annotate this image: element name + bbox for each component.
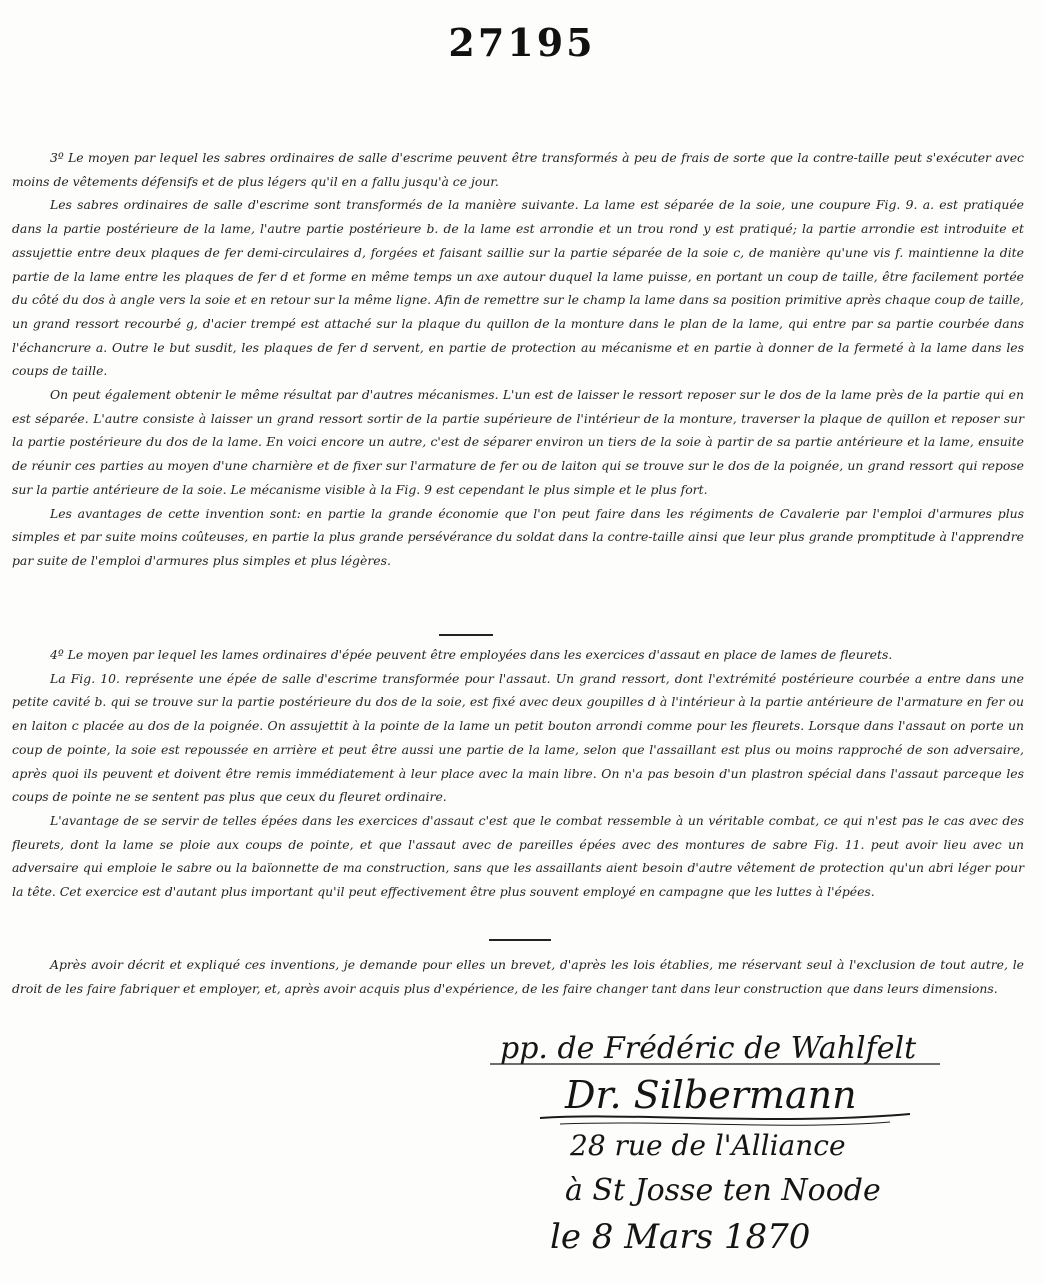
section-4-paragraph-2: L'avantage de se servir de telles épées dans les exercices d'assaut c'est que le combat ressemble à un véritable combat, ce qui n'est pas le cas avec des fleurets, dont la lame se ploie aux coups de pointe, et que l'assaut avec de pareilles épées avec des montures de sabre Fig. 11. peut avoir lieu avec un adversaire qui emploie le sabre ou la baïonnette de ma construction, sans que les assaillants aient besoin d'autre vêtement de protection qu'un abri léger pour la tête. Cet exercice est d'autant plus important qu'il peut effectivement être plus souvent employé en campagne que les luttes à l'épées.: [12, 812, 1024, 900]
signature-line-2: Dr. Silbermann: [565, 1073, 857, 1117]
signature-line-3: 28 rue de l'Alliance: [570, 1129, 846, 1162]
handwritten-signature: [470, 1020, 970, 1270]
signature-line-5: le 8 Mars 1870: [550, 1217, 811, 1257]
signature-line-4: à St Josse ten Noode: [565, 1173, 881, 1208]
section-3-paragraph-1: Les sabres ordinaires de salle d'escrime sont transformés de la manière suivante. La lame est séparée de la soie, une coupure Fig. 9. a. est pratiquée dans la partie postérieure de la lame, l'autre partie postérieure b. de la lame est arrondie et un trou rond y est pratiqué; la partie arrondie est introduite et assujettie entre deux plaques de fer demi-circulaires d, forgées et faisant saillie sur la partie séparée de la soie c, de manière qu'une vis f. maintienne la dite partie de la lame entre les plaques de fer d et forme en même temps un axe autour duquel la lame puisse, en portant un coup de taille, être facilement portée du côté du dos à angle vers la soie et en retour sur la même ligne. Afin de remettre sur le champ la lame dans sa position primitive après chaque coup de taille, un grand ressort recourbé g, d'acier trempé est attaché sur la plaque du quillon de la monture dans le plan de la lame, qui entre par sa partie courbée dans l'échancrure a. Outre le but susdit, les plaques de fer d servent, en partie de protection au mécanisme et en partie à donner de la fermeté à la lame dans les coups de taille.: [12, 197, 1024, 379]
section-3-paragraph-2: On peut également obtenir le même résultat par d'autres mécanismes. L'un est de laisser le ressort reposer sur le dos de la lame près de la partie qui en est séparée. L'autre consiste à laisser un grand ressort sortir de la partie supérieure de l'intérieur de la monture, traverser la plaque de quillon et reposer sur la partie postérieure du dos de la lame. En voici encore un autre, c'est de séparer environ un tiers de la soie à partir de sa partie antérieure et la lame, ensuite de réunir ces parties au moyen d'une charnière et de fixer sur l'armature de fer ou de laiton qui se trouve sur le dos de la poignée, un grand ressort qui repose sur la partie antérieure de la soie. Le mécanisme visible à la Fig. 9 est cependant le plus simple et le plus fort.: [12, 387, 1024, 497]
section-4: [12, 643, 1024, 904]
signature-block: [470, 1020, 970, 1270]
closing-paragraph: Après avoir décrit et expliqué ces inventions, je demande pour elles un brevet, d'après les lois établies, me réservant seul à l'exclusion de tout autre, le droit de les faire fabriquer et employer, et, après avoir acquis plus d'expérience, de les faire changer tant dans leur construction que dans leurs dimensions.: [12, 957, 1024, 996]
section-3-heading: 3º Le moyen par lequel les sabres ordinaires de salle d'escrime peuvent être transformés à peu de frais de sorte que la contre-taille peut s'exécuter avec moins de vêtements défensifs et de plus légers qu'il en a fallu jusqu'à ce jour.: [12, 150, 1024, 189]
section-3-paragraph-3: Les avantages de cette invention sont: en partie la grande économie que l'on peut faire dans les régiments de Cavalerie par l'emploi d'armures plus simples et par suite moins coûteuses, en partie la plus grande persévérance du soldat dans la contre-taille ainsi que leur plus grande promptitude à l'apprendre par suite de l'emploi d'armures plus simples et plus légères.: [12, 505, 1024, 568]
section-divider: [439, 634, 493, 636]
section-3: [12, 146, 1024, 573]
section-divider: [489, 939, 551, 941]
signature-line-1: pp. de Frédéric de Wahlfelt: [500, 1031, 917, 1066]
section-4-heading: 4º Le moyen par lequel les lames ordinaires d'épée peuvent être employées dans les exercices d'assaut en place de lames de fleurets.: [50, 647, 893, 662]
closing-statement: [12, 953, 1024, 1000]
section-4-paragraph-1: La Fig. 10. représente une épée de salle d'escrime transformée pour l'assaut. Un grand ressort, dont l'extrémité postérieure courbée a entre dans une petite cavité b. qui se trouve sur la partie postérieure du dos de la soie, est fixé avec deux goupilles d à l'intérieur à la partie antérieure de l'armature en fer ou en laiton c placée au dos de la poignée. On assujettit à la pointe de la lame un petit bouton arrondi comme pour les fleurets. Lorsque dans l'assaut on porte un coup de pointe, la soie est repoussée en arrière et peut être aussi une partie de la lame, selon que l'assaillant est plus ou moins rapproché de son adversaire, après quoi ils peuvent et doivent être remis immédiatement à leur place avec la main libre. On n'a pas besoin d'un plastron spécial dans l'assaut parceque les coups de pointe ne se sentent pas plus que ceux du fleuret ordinaire.: [12, 670, 1024, 805]
document-number: 27195: [448, 20, 596, 65]
